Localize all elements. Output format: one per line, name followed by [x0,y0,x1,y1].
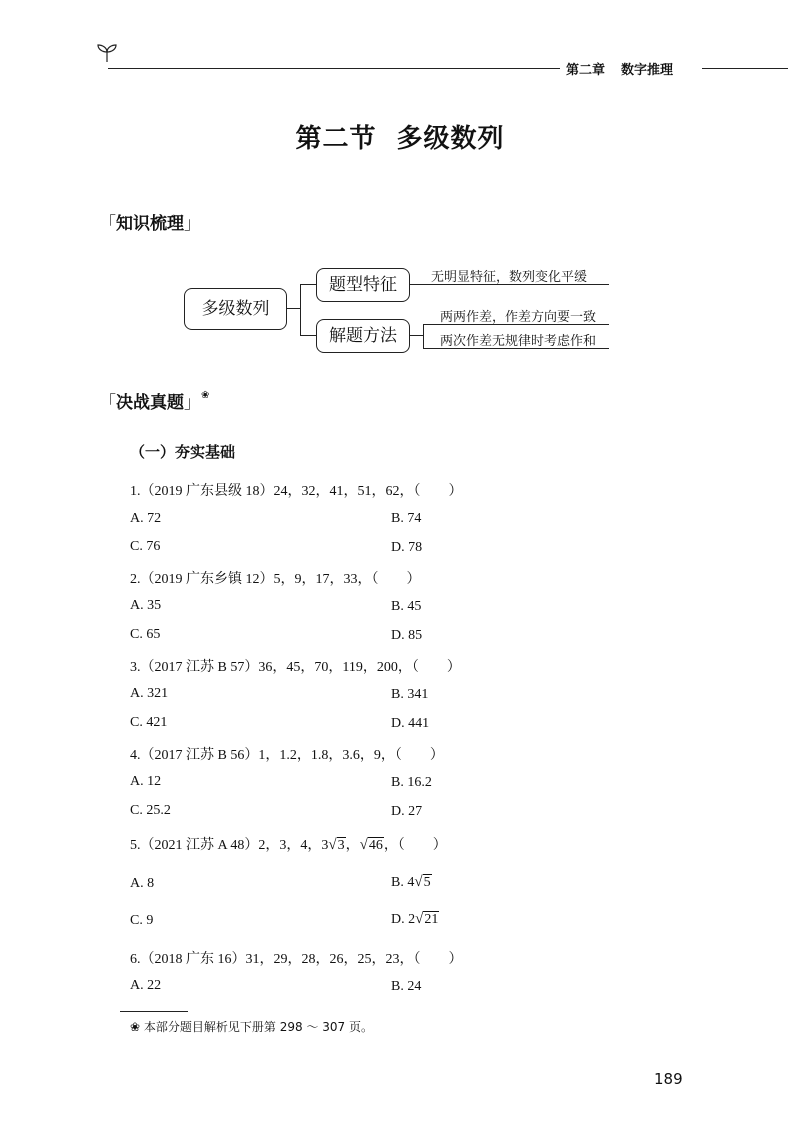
q4-option-c: C. 25.2 [130,803,171,818]
page-number: 189 [654,1070,683,1088]
mindmap-connector [300,284,316,285]
subheading-basics: （一）夯实基础 [130,443,236,461]
mindmap-branch-features: 题型特征 [316,268,410,302]
leaf-icon [94,40,120,70]
flower-icon: ❀ [130,1020,144,1034]
question-3: 3.（2017 江苏 B 57）36，45，70，119，200，（ ） [130,660,461,675]
q1-option-b: B. 74 [391,511,422,526]
mindmap-note-method-1: 两两作差，作差方向要一致 [440,310,597,325]
mindmap-connector [409,335,423,336]
chapter-label [566,59,673,78]
question-4: 4.（2017 江苏 B 56）1，1.2，1.8，3.6，9，（ ） [130,748,444,763]
radical: √46 [359,837,383,853]
q2-option-a: A. 35 [130,598,162,613]
knowledge-heading-text: 知识梳理 [116,214,184,234]
header-rule-left [108,68,560,69]
q4-option-a: A. 12 [130,774,162,789]
mindmap-branch-methods: 解题方法 [316,319,410,353]
q1-option-d: D. 78 [391,540,423,555]
mindmap-connector [300,335,316,336]
q3-option-c: C. 421 [130,715,168,730]
q3-option-a: A. 321 [130,686,169,701]
section-name: 多级数列 [396,124,505,154]
footnote: ❀ 本部分题目解析见下册第 298 ～ 307 页。 [130,1020,373,1034]
radical: √3 [328,837,345,853]
mindmap-connector [300,284,301,335]
radical: √21 [415,911,439,927]
knowledge-heading: 「知识梳理」 [99,214,201,234]
exam-heading: 「决战真题」❀ [99,390,210,413]
q4-option-b: B. 16.2 [391,775,432,790]
q3-option-b: B. 341 [391,687,429,702]
q1-option-a: A. 72 [130,511,162,526]
footnote-rule [120,1011,188,1012]
flower-icon: ❀ [201,390,210,401]
mindmap-connector [409,284,423,285]
mindmap-note-method-2: 两次作差无规律时考虑作和 [440,334,597,349]
exam-heading-text: 决战真题 [116,393,184,413]
header-rule-right [702,68,788,69]
question-6: 6.（2018 广东 16）31，29，28，26，25，23，（ ） [130,952,463,967]
section-number: 第二节 [295,124,377,154]
q3-option-d: D. 441 [391,716,430,731]
q6-option-b: B. 24 [391,979,422,994]
question-5: 5.（2021 江苏 A 48）2，3，4，3√3，√46，（ ） [130,837,447,853]
mindmap-root: 多级数列 [184,288,287,330]
mindmap-connector [423,324,424,348]
mindmap-note-features: 无明显特征，数列变化平缓 [431,270,588,285]
q2-option-d: D. 85 [391,628,423,643]
chapter-title: 数字推理 [621,63,674,78]
q2-option-c: C. 65 [130,627,161,642]
question-1: 1.（2019 广东县级 18）24，32，41，51，62，（ ） [130,484,463,499]
q6-option-a: A. 22 [130,978,162,993]
question-2: 2.（2019 广东乡镇 12）5，9，17，33，（ ） [130,572,421,587]
section-title [0,118,800,155]
chapter-number: 第二章 [566,63,606,78]
q5-option-b: B. 4√5 [391,874,431,890]
radical: √5 [414,874,431,890]
q5-option-d: D. 2√21 [391,911,439,927]
mindmap-connector [286,308,300,309]
q2-option-b: B. 45 [391,599,422,614]
q5-option-a: A. 8 [130,876,155,891]
q4-option-d: D. 27 [391,804,423,819]
q1-option-c: C. 76 [130,539,161,554]
q5-option-c: C. 9 [130,913,154,928]
